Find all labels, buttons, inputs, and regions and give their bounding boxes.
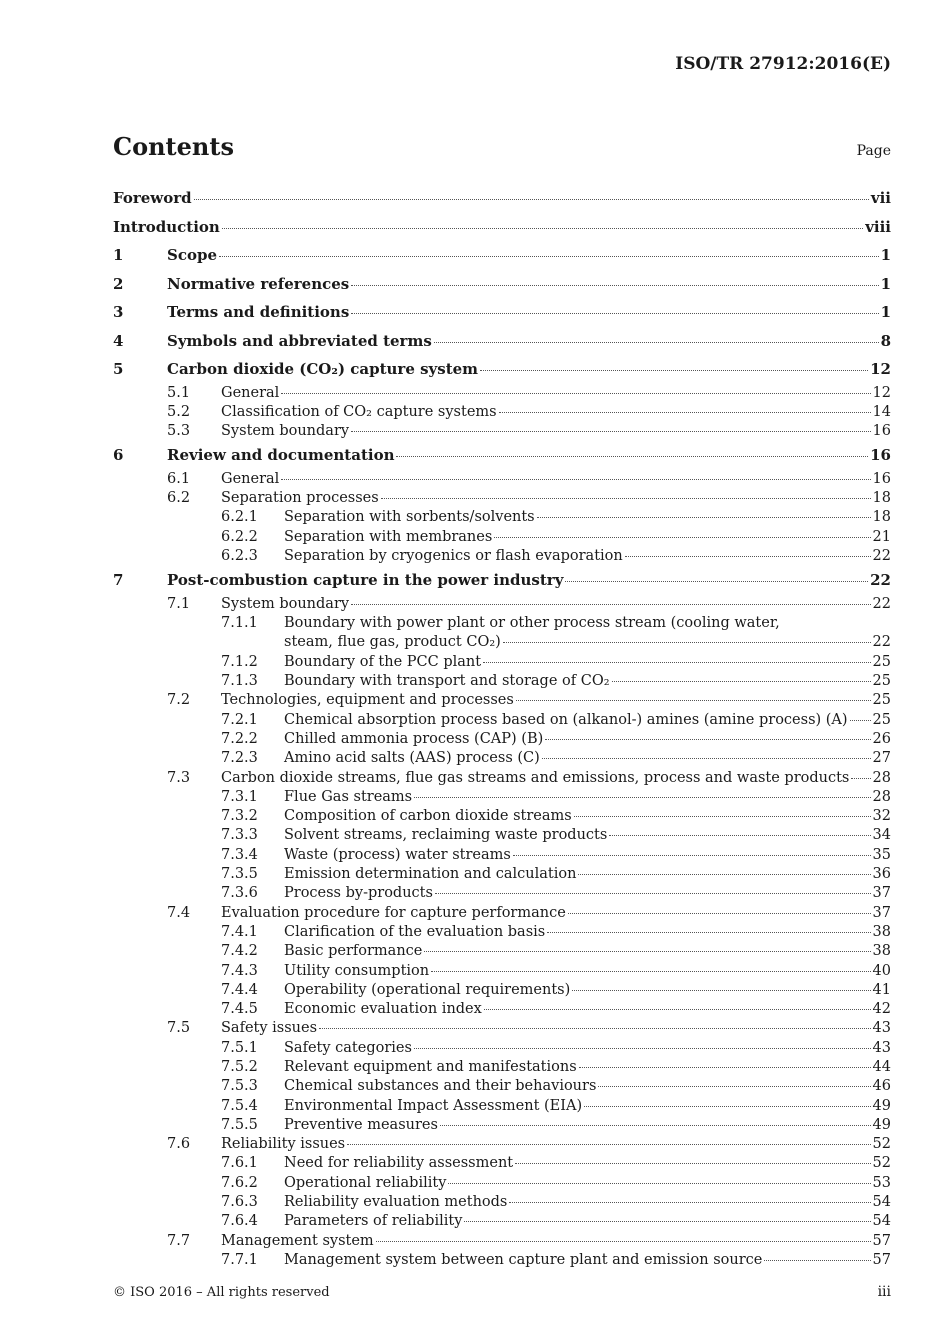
toc-entry-number: 4	[113, 331, 124, 350]
toc-entry-title: Relevant equipment and manifestations	[284, 1059, 577, 1075]
toc-entry[interactable]	[113, 846, 891, 865]
toc-entry-title: Carbon dioxide (CO₂) capture system	[167, 360, 479, 378]
toc-dot-leader	[574, 816, 871, 817]
toc-entry[interactable]	[113, 672, 891, 691]
toc-dot-leader	[319, 1028, 871, 1029]
toc-entry-page: 12	[870, 360, 891, 378]
toc-entry-page: 14	[872, 403, 891, 420]
toc-entry-title: Safety categories	[284, 1039, 412, 1056]
toc-entry-number: 7	[113, 571, 124, 590]
toc-entry-number: 7.5.2	[221, 1059, 258, 1075]
toc-entry-page: 37	[872, 904, 891, 921]
toc-entry-title: Economic evaluation index	[284, 1001, 482, 1018]
toc-dot-leader	[431, 971, 870, 972]
toc-dot-leader	[351, 313, 878, 314]
toc-entry-page: 57	[872, 1251, 891, 1268]
toc-entry-page: 25	[872, 692, 891, 709]
toc-entry[interactable]	[113, 403, 891, 422]
toc-entry-page: 52	[872, 1136, 891, 1153]
toc-entry-number: 5	[113, 360, 124, 378]
toc-dot-leader	[194, 199, 869, 200]
toc-entry-title: Foreword	[113, 189, 192, 207]
toc-dot-leader	[764, 1260, 870, 1261]
toc-entry[interactable]	[113, 355, 891, 384]
toc-dot-leader	[513, 855, 871, 856]
toc-entry-title: Chemical substances and their behaviours	[284, 1078, 597, 1095]
toc-entry[interactable]	[113, 184, 891, 213]
toc-dot-leader	[584, 1106, 870, 1107]
toc-entry-number: 7.6.2	[221, 1174, 258, 1191]
toc-entry[interactable]	[113, 614, 891, 633]
toc-entry-page: 1	[880, 303, 891, 321]
toc-entry-page: vii	[870, 189, 891, 207]
toc-entry-title: Separation with sorbents/solvents	[284, 509, 535, 526]
toc-entry-page: 42	[872, 1001, 891, 1018]
toc-entry[interactable]	[113, 213, 891, 242]
toc-dot-leader	[851, 778, 870, 779]
toc-entry-number: 7.4.5	[221, 1001, 258, 1018]
toc-entry[interactable]	[113, 1193, 891, 1212]
toc-entry-page: 44	[872, 1059, 891, 1075]
toc-dot-leader	[219, 256, 879, 257]
toc-entry-title: Management system between capture plant and emission source	[284, 1251, 763, 1268]
toc-entry-number: 6.1	[167, 470, 191, 487]
toc-dot-leader	[222, 228, 863, 229]
toc-entry-number: 7.4.3	[221, 962, 258, 979]
toc-entry-page: 16	[872, 423, 891, 440]
toc-dot-leader	[572, 990, 870, 991]
toc-entry-number: 7.3.6	[221, 885, 258, 902]
toc-entry-title: Scope	[167, 246, 218, 264]
toc-entry[interactable]	[113, 327, 891, 356]
toc-dot-leader	[499, 412, 871, 413]
toc-entry[interactable]	[113, 653, 891, 672]
toc-entry-title: Operational reliability	[284, 1174, 447, 1191]
toc-dot-leader	[579, 1067, 871, 1068]
toc-entry[interactable]	[113, 470, 891, 489]
toc-entry-title: Clarification of the evaluation basis	[284, 923, 546, 940]
toc-entry-page: 12	[872, 384, 891, 401]
toc-entry[interactable]	[113, 1019, 891, 1038]
toc-entry-page: 28	[872, 769, 891, 786]
toc-dot-leader	[568, 913, 871, 914]
toc-entry[interactable]	[113, 1232, 891, 1251]
toc-entry-number: 7.6.1	[221, 1155, 258, 1172]
toc-entry-title: Operability (operational requirements)	[284, 981, 571, 998]
toc-entry-title: Separation with membranes	[284, 528, 493, 545]
toc-entry-title: Parameters of reliability	[284, 1213, 463, 1230]
toc-entry-number: 7.6.4	[221, 1213, 258, 1230]
toc-entry-number: 7.2.3	[221, 750, 258, 767]
toc-entry[interactable]	[113, 384, 891, 403]
toc-entry[interactable]	[113, 807, 891, 826]
toc-dot-leader	[494, 537, 870, 538]
toc-entry-page: 40	[872, 962, 891, 979]
toc-entry[interactable]	[113, 422, 891, 441]
toc-entry-number: 6.2	[167, 490, 191, 507]
toc-entry-title: Symbols and abbreviated terms	[167, 331, 432, 350]
toc-dot-leader	[565, 581, 868, 582]
toc-entry-number: 7.2	[167, 692, 191, 709]
toc-entry-title: Boundary with transport and storage of CO₂	[284, 673, 610, 690]
toc-entry[interactable]	[113, 923, 891, 942]
toc-entry-page: 21	[872, 528, 891, 545]
toc-entry-page: 43	[872, 1020, 891, 1037]
toc-dot-leader	[396, 456, 868, 457]
toc-entry-page: 34	[872, 827, 891, 844]
toc-dot-leader	[381, 498, 871, 499]
toc-entry-title: Terms and definitions	[167, 303, 350, 321]
toc-entry-page: 18	[872, 490, 891, 507]
toc-entry-title: Chilled ammonia process (CAP) (B)	[284, 730, 544, 747]
toc-entry-number: 7.4.2	[221, 943, 258, 960]
toc-entry[interactable]	[113, 1174, 891, 1193]
toc-entry[interactable]	[113, 884, 891, 903]
toc-entry[interactable]	[113, 508, 891, 527]
toc-entry-page: 32	[872, 808, 891, 825]
toc-entry-title: System boundary	[221, 595, 350, 612]
toc-entry-page: 43	[872, 1039, 891, 1056]
toc-dot-leader	[434, 342, 879, 343]
toc-entry-number: 7.4.4	[221, 981, 258, 998]
toc-entry-number: 7.5.4	[221, 1097, 258, 1114]
toc-dot-leader	[515, 1163, 870, 1164]
toc-entry-page: 1	[880, 274, 891, 293]
toc-dot-leader	[424, 951, 870, 952]
toc-entry-number: 7.1.1	[221, 615, 258, 632]
toc-entry-title: Introduction	[113, 217, 220, 236]
toc-entry-title: System boundary	[221, 423, 350, 440]
toc-entry-number: 7.2.2	[221, 730, 258, 747]
toc-entry[interactable]	[113, 1000, 891, 1019]
toc-entry[interactable]	[113, 942, 891, 961]
toc-entry-page: 22	[870, 571, 891, 590]
toc-entry-page: 16	[872, 470, 891, 487]
toc-entry-page: 36	[872, 866, 891, 883]
toc-dot-leader	[464, 1221, 870, 1222]
page-column-label: Page	[856, 143, 891, 159]
toc-entry-title: Composition of carbon dioxide streams	[284, 808, 572, 825]
toc-dot-leader	[612, 681, 871, 682]
toc-entry-number: 7.7.1	[221, 1251, 258, 1268]
toc-entry[interactable]	[113, 270, 891, 299]
footer-page-number: iii	[877, 1284, 891, 1300]
toc-dot-leader	[440, 1125, 871, 1126]
toc-entry[interactable]	[113, 865, 891, 884]
toc-entry[interactable]	[113, 241, 891, 270]
toc-entry-title: Solvent streams, reclaiming waste products	[284, 827, 608, 844]
toc-entry-page: 41	[872, 981, 891, 998]
toc-entry-title: Reliability issues	[221, 1136, 346, 1153]
toc-dot-leader	[545, 739, 870, 740]
toc-dot-leader	[448, 1183, 870, 1184]
toc-entry-page: 46	[872, 1078, 891, 1095]
toc-entry-page: 16	[870, 446, 891, 465]
toc-entry-number: 7.7	[167, 1232, 191, 1249]
page-title: Contents	[113, 132, 234, 161]
toc-entry-number: 7.3.5	[221, 866, 258, 883]
toc-entry-number: 7.5.5	[221, 1116, 258, 1133]
toc-entry-number: 7.5	[167, 1020, 191, 1037]
toc-dot-leader	[281, 479, 870, 480]
toc-entry[interactable]	[113, 595, 891, 614]
toc-entry-number: 6.2.3	[221, 548, 258, 565]
toc-dot-leader	[609, 835, 870, 836]
toc-dot-leader	[351, 604, 870, 605]
toc-entry-number: 7.4.1	[221, 923, 258, 940]
toc-entry-number: 6.2.2	[221, 528, 258, 545]
toc-entry[interactable]	[113, 489, 891, 508]
toc-entry-number: 6.2.1	[221, 509, 258, 526]
toc-dot-leader	[542, 758, 871, 759]
toc-entry-title: Carbon dioxide streams, flue gas streams and emissions, process and waste products	[221, 769, 850, 786]
toc-entry-page: 22	[872, 548, 891, 565]
toc-entry-title: Technologies, equipment and processes	[221, 692, 514, 709]
toc-entry-number: 7.2.1	[221, 711, 258, 728]
toc-entry-page: 54	[872, 1194, 891, 1211]
toc-entry-title: Need for reliability assessment	[284, 1155, 514, 1172]
toc-entry[interactable]	[113, 1077, 891, 1096]
toc-entry[interactable]	[113, 547, 891, 566]
toc-entry-number: 7.6	[167, 1136, 191, 1153]
toc-dot-leader	[850, 720, 871, 721]
toc-entry-title: General	[221, 384, 280, 401]
toc-entry-title: Chemical absorption process based on (alkanol-) amines (amine process) (A)	[284, 711, 848, 728]
toc-entry-page: 49	[872, 1116, 891, 1133]
toc-entry-page: 38	[872, 943, 891, 960]
toc-dot-leader	[578, 874, 870, 875]
document-id: ISO/TR 27912:2016(E)	[675, 54, 891, 74]
toc-entry[interactable]	[113, 691, 891, 710]
toc-entry[interactable]	[113, 633, 891, 652]
toc-entry-title: Separation by cryogenics or flash evaporation	[284, 548, 623, 565]
toc-entry[interactable]	[113, 1097, 891, 1116]
toc-entry-page: 49	[872, 1097, 891, 1114]
toc-entry-title: Waste (process) water streams	[284, 846, 511, 863]
toc-dot-leader	[537, 517, 871, 518]
toc-dot-leader	[351, 431, 870, 432]
toc-entry-number: 7.1	[167, 595, 191, 612]
toc-entry-page: 22	[872, 634, 891, 651]
toc-entry[interactable]	[113, 826, 891, 845]
toc-entry-number: 7.3.3	[221, 827, 258, 844]
toc-entry-title: Classification of CO₂ capture systems	[221, 403, 497, 420]
toc-dot-leader	[376, 1241, 871, 1242]
toc-entry-page: 25	[872, 673, 891, 690]
toc-entry-title: Post-combustion capture in the power industry	[167, 571, 564, 590]
toc-entry-page: 22	[872, 595, 891, 612]
toc-entry-page: 25	[872, 711, 891, 728]
toc-entry-title: Utility consumption	[284, 962, 430, 979]
footer-copyright: © ISO 2016 – All rights reserved	[113, 1285, 330, 1300]
toc-entry[interactable]	[113, 904, 891, 923]
toc-entry-page: 27	[872, 750, 891, 767]
toc-entry[interactable]	[113, 1039, 891, 1058]
toc-entry[interactable]	[113, 1212, 891, 1231]
toc-entry-number: 7.4	[167, 904, 191, 921]
toc-entry-title: Review and documentation	[167, 446, 395, 465]
toc-dot-leader	[435, 893, 871, 894]
toc-entry-title: Emission determination and calculation	[284, 866, 577, 883]
toc-dot-leader	[281, 393, 870, 394]
toc-entry-page: 18	[872, 509, 891, 526]
toc-entry-title: Management system	[221, 1232, 374, 1249]
toc-dot-leader	[480, 370, 868, 371]
toc-entry-title: Boundary with power plant or other process stream (cooling water,	[284, 615, 780, 632]
toc-entry-title: Normative references	[167, 274, 350, 293]
toc-entry-title: Safety issues	[221, 1020, 318, 1037]
toc-entry[interactable]	[113, 749, 891, 768]
table-of-contents	[113, 184, 891, 1270]
toc-entry-number: 3	[113, 303, 124, 321]
toc-entry-page: 35	[872, 846, 891, 863]
toc-entry-page: 37	[872, 885, 891, 902]
toc-entry-number: 7.3.1	[221, 788, 258, 805]
toc-entry[interactable]	[113, 528, 891, 547]
toc-entry[interactable]	[113, 298, 891, 327]
toc-entry-page: 54	[872, 1213, 891, 1230]
toc-entry[interactable]	[113, 566, 891, 595]
toc-entry-page: 25	[872, 653, 891, 670]
toc-entry-number: 2	[113, 274, 124, 293]
toc-entry[interactable]	[113, 441, 891, 470]
toc-entry-title: Amino acid salts (AAS) process (C)	[284, 750, 540, 767]
toc-dot-leader	[625, 556, 871, 557]
toc-dot-leader	[347, 1144, 870, 1145]
toc-entry-number: 7.3	[167, 769, 191, 786]
toc-dot-leader	[516, 700, 871, 701]
toc-entry[interactable]	[113, 981, 891, 1000]
toc-entry-number: 7.1.3	[221, 673, 258, 690]
toc-dot-leader	[509, 1202, 870, 1203]
toc-entry-number: 5.1	[167, 384, 191, 401]
toc-entry-page: 57	[872, 1232, 891, 1249]
toc-entry-page: 26	[872, 730, 891, 747]
toc-entry-page: 52	[872, 1155, 891, 1172]
toc-entry-title: Flue Gas streams	[284, 788, 413, 805]
toc-entry[interactable]	[113, 788, 891, 807]
toc-entry-page: 1	[880, 246, 891, 264]
toc-entry-title: Separation processes	[221, 490, 379, 507]
toc-dot-leader	[414, 797, 870, 798]
toc-entry-number: 6	[113, 446, 124, 465]
toc-dot-leader	[351, 285, 878, 286]
toc-entry[interactable]	[113, 711, 891, 730]
toc-entry-page: viii	[865, 217, 891, 236]
toc-entry-number: 7.5.1	[221, 1039, 258, 1056]
toc-entry-number: 7.3.2	[221, 808, 258, 825]
toc-entry-page: 38	[872, 923, 891, 940]
toc-entry-title: Preventive measures	[284, 1116, 438, 1133]
toc-entry[interactable]	[113, 769, 891, 788]
toc-entry-page: 8	[880, 331, 891, 350]
toc-entry-title: Reliability evaluation methods	[284, 1194, 508, 1211]
toc-entry-number: 7.1.2	[221, 653, 258, 670]
toc-dot-leader	[598, 1086, 870, 1087]
toc-entry-title: Environmental Impact Assessment (EIA)	[284, 1097, 583, 1114]
toc-entry[interactable]	[113, 1251, 891, 1270]
toc-entry[interactable]	[113, 730, 891, 749]
toc-dot-leader	[483, 662, 870, 663]
toc-entry[interactable]	[113, 962, 891, 981]
toc-dot-leader	[414, 1048, 871, 1049]
toc-entry-number: 1	[113, 246, 124, 264]
toc-entry-title: steam, flue gas, product CO₂)	[284, 634, 501, 651]
toc-entry-number: 5.3	[167, 423, 191, 440]
toc-entry-number: 7.3.4	[221, 846, 258, 863]
toc-entry-title: Boundary of the PCC plant	[284, 653, 482, 670]
toc-entry-number: 5.2	[167, 403, 191, 420]
toc-entry[interactable]	[113, 1135, 891, 1154]
toc-entry-title: Evaluation procedure for capture performance	[221, 904, 566, 921]
toc-entry-number: 7.5.3	[221, 1078, 258, 1095]
toc-entry-number: 7.6.3	[221, 1194, 258, 1211]
toc-entry-page: 28	[872, 788, 891, 805]
toc-dot-leader	[547, 932, 870, 933]
toc-entry-page: 53	[872, 1174, 891, 1191]
toc-entry-title: Basic performance	[284, 943, 423, 960]
toc-entry-title: Process by-products	[284, 885, 433, 902]
toc-entry-title: General	[221, 470, 280, 487]
toc-dot-leader	[484, 1009, 871, 1010]
toc-dot-leader	[503, 642, 871, 643]
toc-entry[interactable]	[113, 1154, 891, 1173]
toc-entry[interactable]	[113, 1116, 891, 1135]
toc-entry[interactable]	[113, 1058, 891, 1077]
